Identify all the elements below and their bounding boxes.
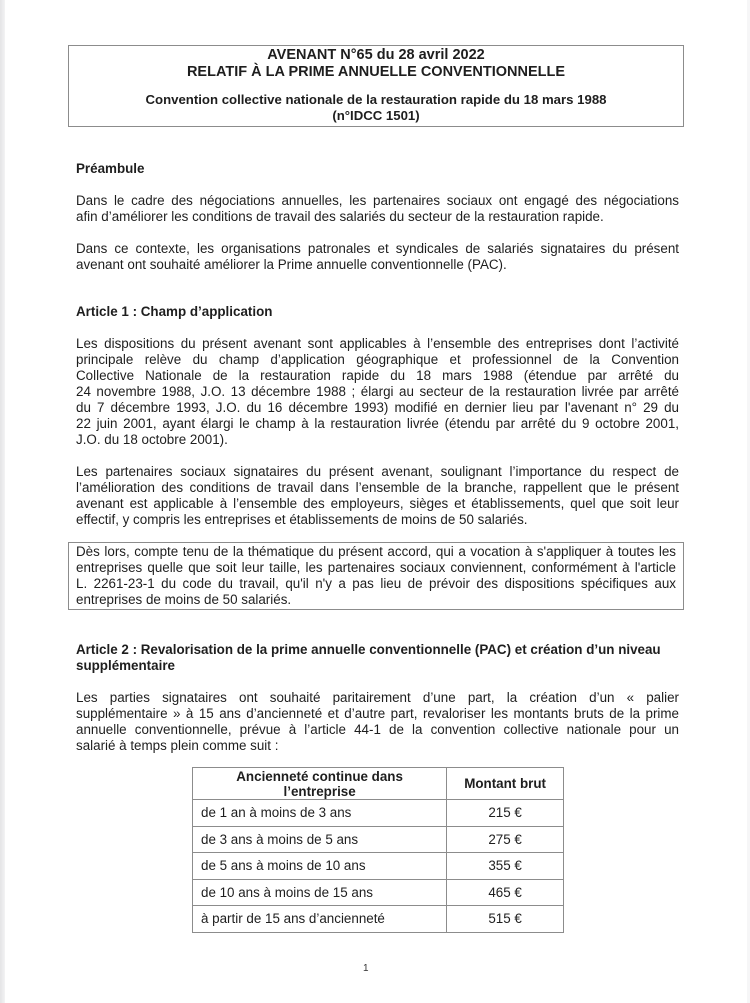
preambule-paragraph-2 (76, 241, 679, 273)
table-row (193, 906, 564, 933)
article-1-heading: Article 1 : Champ d’application (76, 304, 273, 319)
amount-cell: 275 € (447, 826, 564, 853)
text-line: J.O. du 18 octobre 2001). (76, 432, 228, 447)
preambule-paragraph-1 (76, 193, 679, 225)
text-line: l’amélioration des conditions de travail dans l’ensemble de la branche, rappellent que le présent (76, 480, 679, 495)
amount-cell: 515 € (447, 906, 564, 933)
title-line-1: AVENANT N°65 du 28 avril 2022 (267, 47, 485, 63)
text-line: effectif, y compris les entreprises et établissements de moins de 50 salariés. (76, 512, 528, 527)
text-line: Les partenaires sociaux signataires du présent avenant, soulignant l’importance du respect de (76, 464, 679, 479)
document-subtitle (69, 92, 683, 124)
subtitle-line-1: Convention collective nationale de la restauration rapide du 18 mars 1988 (145, 92, 607, 107)
text-line: supplémentaire » à 15 ans d’ancienneté et d’autre part, revaloriser les montants bruts de la prime (76, 706, 679, 721)
preambule-heading: Préambule (76, 161, 145, 176)
text-line: avenant ont souhaité améliorer la Prime annuelle conventionnelle (PAC). (76, 257, 507, 272)
pac-amounts-table (192, 767, 564, 933)
amount-cell: 215 € (447, 800, 564, 827)
article-2-heading (76, 642, 679, 674)
header-line: l’entreprise (283, 783, 356, 799)
table-row (193, 879, 564, 906)
text-line: Les dispositions du présent avenant sont applicables à l’ensemble des entreprises dont l’activité (76, 336, 679, 351)
seniority-cell: de 5 ans à moins de 10 ans (193, 853, 447, 880)
text-line: L. 2261-23-1 du code du travail, qu'il n'y a pas lieu de prévoir des dispositions spécifiques aux (76, 576, 676, 591)
text-line: Dès lors, compte tenu de la thématique du présent accord, qui a vocation à s'appliquer à toutes les (76, 544, 676, 559)
text-line: du 7 décembre 1993, J.O. du 16 décembre 1993) modifié en dernier lieu par l'avenant n° 29 du (76, 400, 679, 415)
title-line-2: RELATIF À LA PRIME ANNUELLE CONVENTIONNELLE (186, 64, 566, 80)
seniority-cell: à partir de 15 ans d’ancienneté (193, 906, 447, 933)
amount-cell: 465 € (447, 879, 564, 906)
page-left-edge (0, 0, 5, 1003)
seniority-cell: de 1 an à moins de 3 ans (193, 800, 447, 827)
column-header-gross-amount: Montant brut (447, 768, 564, 800)
text-line: 22 juin 2001, ayant élargi le champ à la restauration livrée (étendu par arrêté du 9 octobre 2001, (76, 416, 679, 431)
text-line: afin d’améliorer les conditions de travail des salariés du secteur de la restauration rapide. (76, 209, 604, 224)
subtitle-line-2: (n°IDCC 1501) (332, 108, 420, 123)
article-2-paragraph-1 (76, 690, 679, 754)
text-line: salarié à temps plein comme suit : (76, 738, 279, 753)
page-number: 1 (363, 963, 369, 974)
text-line: entreprises quelle que soit leur taille, les partenaires sociaux conviennent, conformément à l'article (76, 560, 676, 575)
text-line: principale relève du champ d’application géographique et professionnel de la Convention (76, 352, 679, 367)
article-1-boxed-clause (68, 542, 684, 610)
article-1-paragraph-1 (76, 336, 679, 448)
text-line: Collective Nationale de la restauration rapide du 18 mars 1988 (étendue par arrêté du (76, 368, 679, 383)
text-line: Dans ce contexte, les organisations patronales et syndicales de salariés signataires du présent (76, 241, 679, 256)
text-line: Les parties signataires ont souhaité paritairement d’une part, la création d’un « palier (76, 690, 679, 705)
text-line: entreprises de moins de 50 salariés. (76, 592, 292, 607)
heading-line: supplémentaire (76, 658, 175, 673)
text-line: avenant est applicable à l’ensemble des employeurs, sièges et établissements, quel que soit leur (76, 496, 679, 511)
table-row (193, 800, 564, 827)
heading-line: Article 2 : Revalorisation de la prime annuelle conventionnelle (PAC) et création d’un niveau (76, 642, 661, 657)
table-header-row (193, 768, 564, 800)
column-header-seniority (193, 768, 447, 800)
table-row (193, 826, 564, 853)
article-1-paragraph-2 (76, 464, 679, 528)
text-line: 24 novembre 1988, J.O. 13 décembre 1988 ; élargi au secteur de la restauration livrée par arrêté (76, 384, 679, 399)
amount-cell: 355 € (447, 853, 564, 880)
document-title (69, 47, 683, 81)
seniority-cell: de 10 ans à moins de 15 ans (193, 879, 447, 906)
document-title-box (68, 45, 684, 127)
header-line: Ancienneté continue dans (236, 768, 403, 784)
text-line: Dans le cadre des négociations annuelles, les partenaires sociaux ont engagé des négociations (76, 193, 679, 208)
seniority-cell: de 3 ans à moins de 5 ans (193, 826, 447, 853)
table-row (193, 853, 564, 880)
text-line: annuelle conventionnelle, prévue à l’article 44-1 de la convention collective nationale pour un (76, 722, 679, 737)
